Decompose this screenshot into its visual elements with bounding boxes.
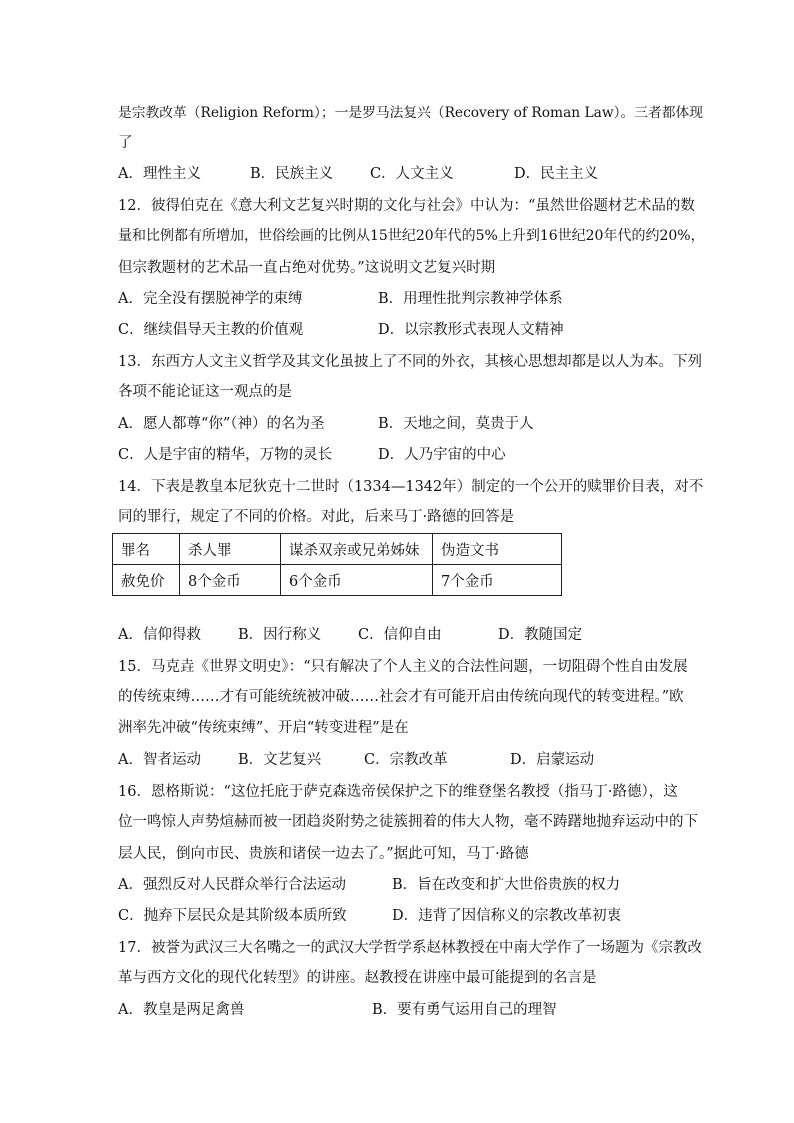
table-header-cell: 伪造文书 — [433, 534, 562, 565]
q15-option-c: C．宗教改革 — [364, 752, 448, 768]
q11-option-d: D．民主主义 — [514, 166, 599, 182]
table-cell: 赦免价 — [113, 565, 180, 596]
table-row — [113, 534, 562, 565]
q12-option-c: C．继续倡导天主教的价值观 — [118, 322, 304, 338]
q12-stem-line-2: 量和比例都有所增加，世俗绘画的比例从15世纪20年代的5%上升到16世纪20年代的约20%， — [118, 228, 705, 244]
q15-stem-line-1: 15．马克垚《世界文明史》：“只有解决了个人主义的合法性问题，一切阻碍个性自由发展 — [118, 659, 688, 675]
q14-option-d: D．教随国定 — [498, 627, 583, 643]
q16-option-a: A．强烈反对人民群众举行合法运动 — [118, 877, 346, 893]
q13-option-d: D．人乃宇宙的中心 — [378, 447, 506, 463]
q16-stem-line-3: 层人民，倒向市民、贵族和诸侯一边去了。”据此可知，马丁·路德 — [118, 846, 529, 862]
q13-option-c: C．人是宇宙的精华，万物的灵长 — [118, 447, 333, 463]
q17-stem-line-1: 17．被誉为武汉三大名嘴之一的武汉大学哲学系赵林教授在中南大学作了一场题为《宗教改 — [118, 940, 702, 956]
q11-option-c: C．人文主义 — [370, 166, 454, 182]
q11-option-a: A．理性主义 — [118, 166, 201, 182]
table-header-cell: 谋杀双亲或兄弟姊妹 — [281, 534, 433, 565]
table-cell: 6个金币 — [281, 565, 433, 596]
q13-stem-line-1: 13．东西方人文主义哲学及其文化虽披上了不同的外衣，其核心思想却都是以人为本。下列 — [118, 354, 702, 370]
q11-stem-line-2: 了 — [118, 135, 133, 151]
table-cell: 8个金币 — [180, 565, 281, 596]
q17-stem-line-2: 革与西方文化的现代化转型》的讲座。赵教授在讲座中最可能提到的名言是 — [118, 970, 597, 986]
q16-option-d: D．违背了因信称义的宗教改革初衷 — [392, 908, 622, 924]
q16-option-c: C．抛弃下层民众是其阶级本质所致 — [118, 908, 347, 924]
q15-option-a: A．智者运动 — [118, 752, 201, 768]
q12-option-d: D．以宗教形式表现人文精神 — [378, 322, 564, 338]
q13-option-a: A．愿人都尊“你”（神）的名为圣 — [118, 416, 325, 432]
table-header-cell: 罪名 — [113, 534, 180, 565]
q12-stem-line-3: 但宗教题材的艺术品一直占绝对优势。”这说明文艺复兴时期 — [118, 260, 496, 276]
q17-option-a: A．教皇是两足禽兽 — [118, 1002, 245, 1018]
table-header-cell: 杀人罪 — [180, 534, 281, 565]
q15-stem-line-3: 洲率先冲破“传统束缚”、开启“转变进程”是在 — [118, 720, 409, 736]
q12-stem-line-1: 12．彼得伯克在《意大利文艺复兴时期的文化与社会》中认为：“虽然世俗题材艺术品的数 — [118, 198, 695, 214]
q11-stem-line-1: 是宗教改革（Religion Reform）；一是罗马法复兴（Recovery of Roman Law）。三者都体现 — [118, 105, 703, 121]
q14-stem-line-1: 14．下表是教皇本尼狄克十二世时（1334—1342年）制定的一个公开的赎罪价目表，对不 — [118, 479, 704, 495]
q14-option-c: C．信仰自由 — [358, 627, 442, 643]
q15-option-b: B．文艺复兴 — [238, 752, 322, 768]
q16-stem-line-1: 16．恩格斯说：“这位托庇于萨克森选帝侯保护之下的维登堡名教授（指马丁·路德），这 — [118, 784, 678, 800]
q16-option-b: B．旨在改变和扩大世俗贵族的权力 — [392, 877, 621, 893]
table-row — [113, 565, 562, 596]
q12-option-a: A．完全没有摆脱神学的束缚 — [118, 291, 303, 307]
q16-stem-line-2: 位一鸣惊人声势煊赫而被一团趋炎附势之徒簇拥着的伟大人物，毫不踌躇地抛弃运动中的下 — [118, 814, 698, 830]
q11-option-b: B．民族主义 — [250, 166, 334, 182]
q15-option-d: D．启蒙运动 — [510, 752, 595, 768]
q12-option-b: B．用理性批判宗教神学体系 — [378, 291, 563, 307]
q14-stem-line-2: 同的罪行，规定了不同的价格。对此，后来马丁·路德的回答是 — [118, 509, 515, 525]
penance-price-table — [112, 533, 562, 596]
q13-option-b: B．天地之间，莫贵于人 — [378, 416, 534, 432]
q13-stem-line-2: 各项不能论证这一观点的是 — [118, 384, 292, 400]
table-cell: 7个金币 — [433, 565, 562, 596]
q17-option-b: B．要有勇气运用自己的理智 — [372, 1002, 557, 1018]
q15-stem-line-2: 的传统束缚……才有可能统统被冲破……社会才有可能开启由传统向现代的转变进程。”欧 — [118, 689, 684, 705]
q14-option-b: B．因行称义 — [238, 627, 322, 643]
q14-option-a: A．信仰得救 — [118, 627, 201, 643]
